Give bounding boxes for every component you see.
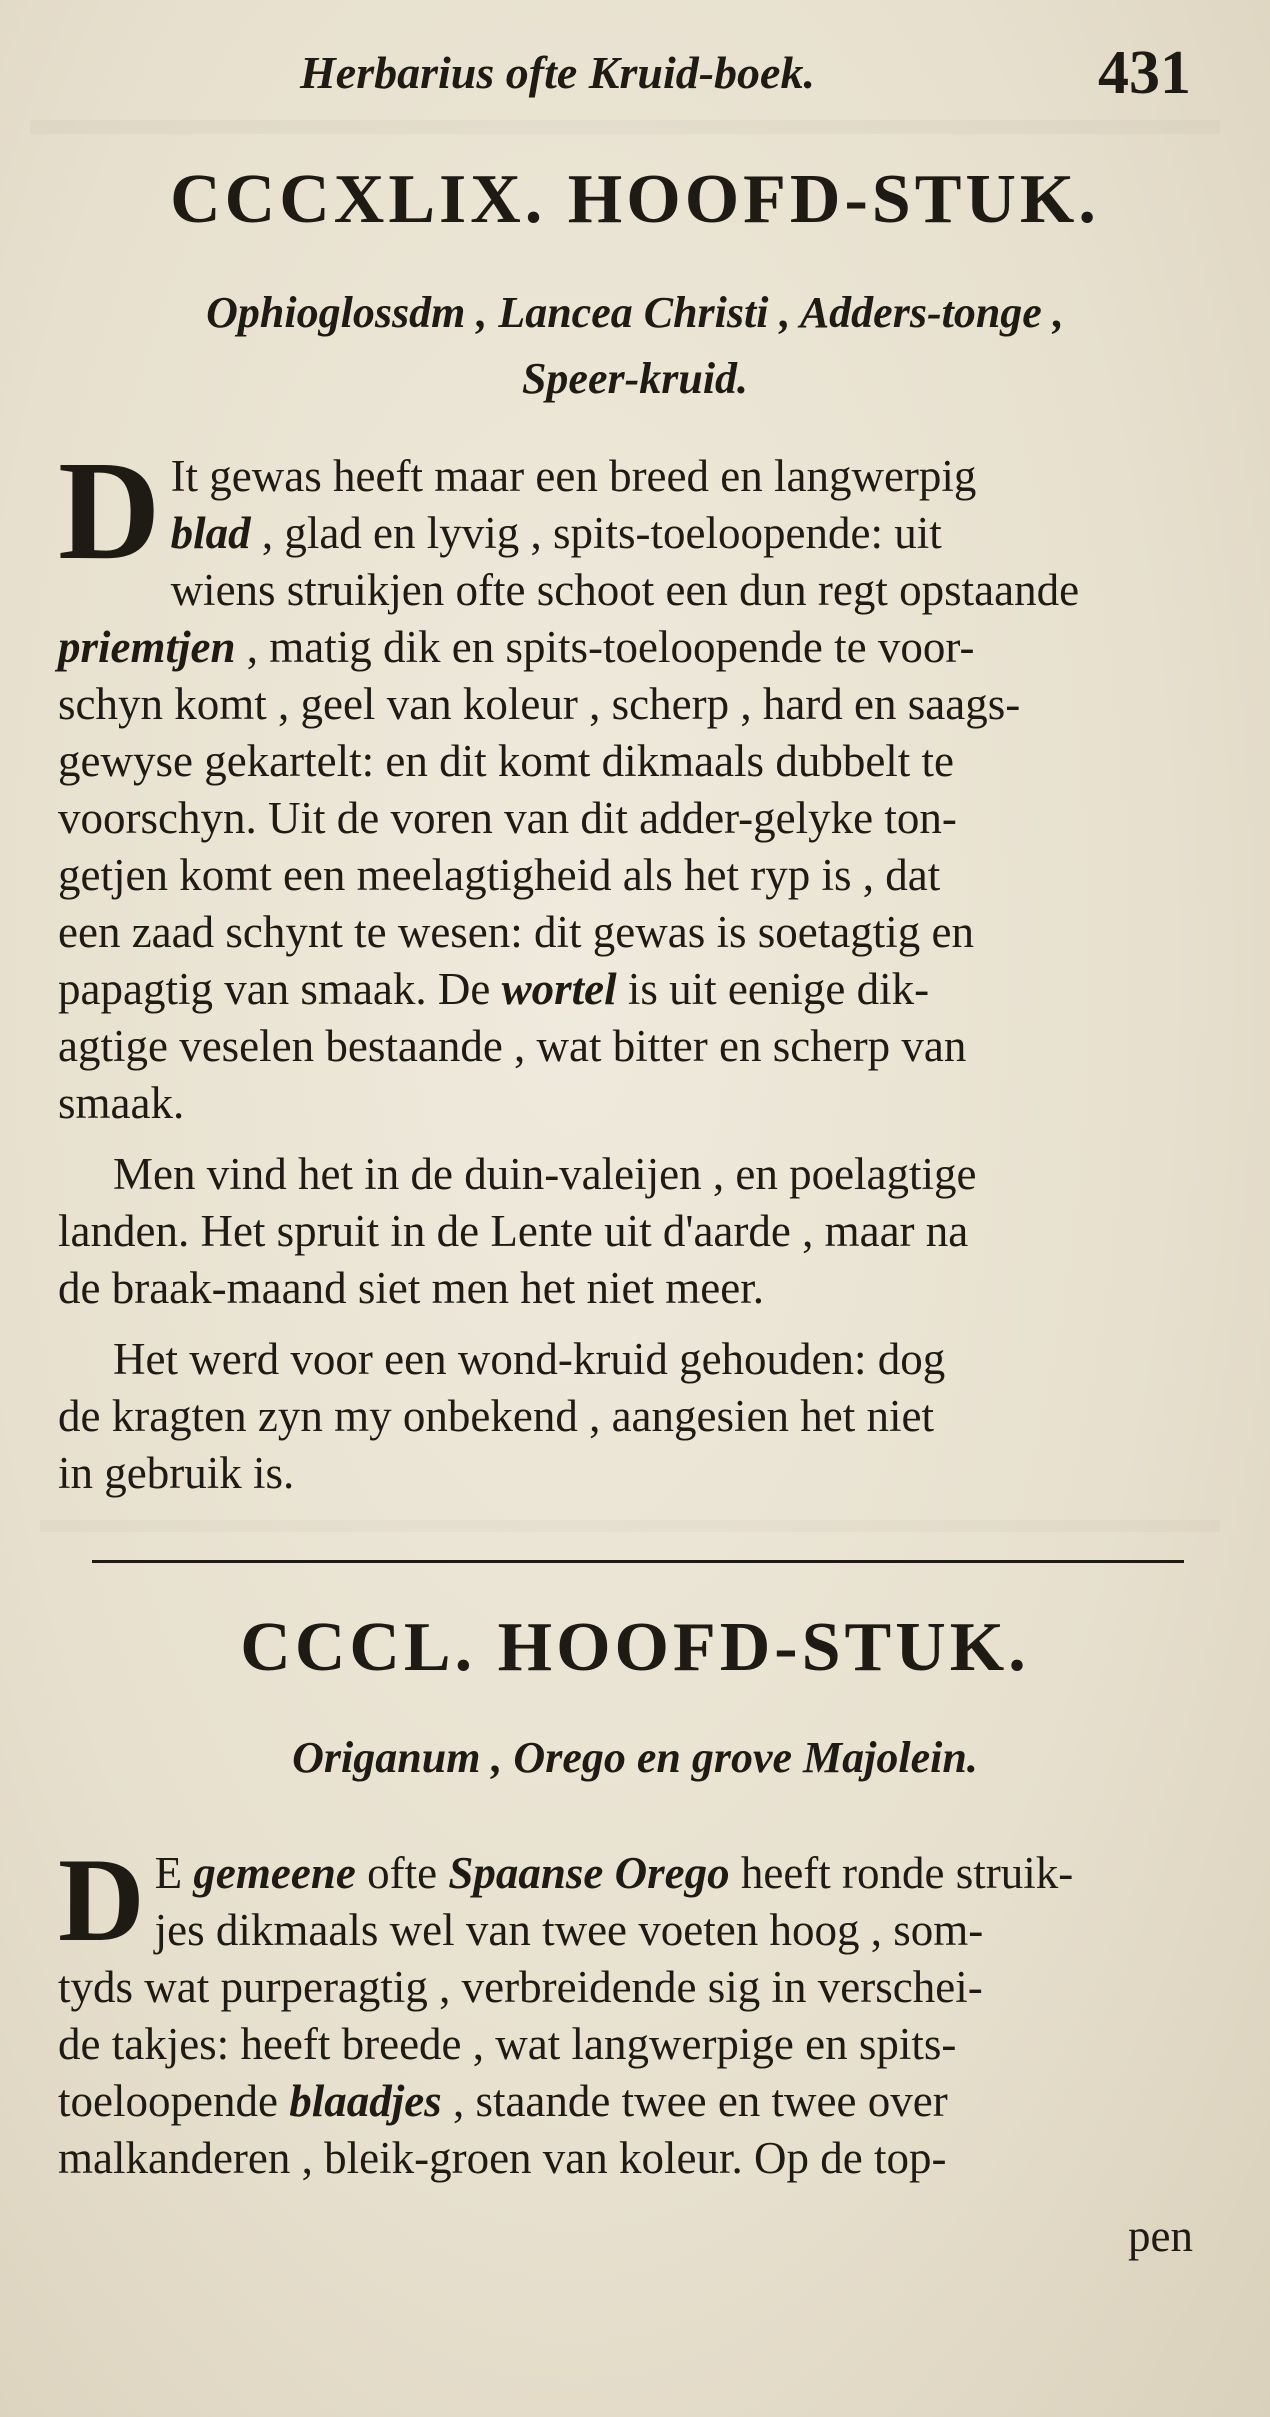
text-line: de takjes: heeft breede , wat langwerpige en spits- — [58, 2019, 957, 2069]
text-line: wiens struikjen ofte schoot een dun regt opstaande — [170, 565, 1080, 615]
paragraph-use — [58, 1331, 1218, 1502]
text-line: E gemeene ofte Spaanse Orego heeft ronde struik- — [154, 1848, 1074, 1898]
paragraph-description — [58, 431, 1218, 1132]
text-line: getjen komt een meelagtigheid als het ryp is , dat — [58, 850, 941, 900]
drop-cap: D — [58, 431, 161, 589]
text-line: jes dikmaals wel van twee voeten hoog , som- — [154, 1905, 984, 1955]
text-line: blad , glad en lyvig , spits-toeloopende: uit — [170, 508, 942, 558]
section-divider-rule — [92, 1560, 1184, 1563]
text-line: papagtig van smaak. De wortel is uit eenige dik- — [58, 964, 930, 1014]
text-line: voorschyn. Uit de voren van dit adder-gelyke ton- — [58, 793, 957, 843]
text-line: in gebruik is. — [58, 1448, 295, 1498]
text-line: gewyse gekartelt: en dit komt dikmaals dubbelt te — [58, 736, 955, 786]
page-header — [0, 38, 1270, 118]
text-line: agtige veselen bestaande , wat bitter en scherp van — [58, 1021, 967, 1071]
text-line: Het werd voor een wond-kruid gehouden: dog — [113, 1334, 946, 1384]
chapter-349-body — [58, 431, 1218, 1502]
chapter-349-plant-names — [60, 280, 1210, 412]
text-line: priemtjen , matig dik en spits-toeloopende te voor- — [58, 622, 975, 672]
plant-names-line-2: Speer-kruid. — [521, 354, 749, 403]
plant-names-line-1: Ophioglossdm , Lancea Christi , Adders-tonge , — [206, 288, 1064, 337]
chapter-heading-350: CCCL. HOOFD-STUK. — [240, 1609, 1030, 1686]
running-title: Herbarius ofte Kruid-boek. — [300, 47, 815, 98]
chapter-350-body — [58, 1833, 1218, 2187]
drop-cap: D — [58, 1833, 145, 1966]
catchword: pen — [1128, 2211, 1193, 2261]
text-line: tyds wat purperagtig , verbreidende sig in verschei- — [58, 1962, 983, 2012]
page-number: 431 — [1098, 39, 1191, 107]
text-line: Men vind het in de duin-valeijen , en poelagtige — [113, 1149, 977, 1199]
text-line: toeloopende blaadjes , staande twee en twee over — [58, 2076, 948, 2126]
text-line: de kragten zyn my onbekend , aangesien het niet — [58, 1391, 934, 1441]
text-line: de braak-maand siet men het niet meer. — [58, 1263, 764, 1313]
paragraph-habitat — [58, 1146, 1218, 1317]
paragraph-description — [58, 1833, 1218, 2187]
text-line: smaak. — [58, 1078, 185, 1128]
text-line: malkanderen , bleik-groen van koleur. Op de top- — [58, 2133, 947, 2183]
chapter-heading-349: CCCXLIX. HOOFD-STUK. — [170, 161, 1100, 238]
text-line: een zaad schynt te wesen: dit gewas is soetagtig en — [58, 907, 974, 957]
text-line: landen. Het spruit in de Lente uit d'aarde , maar na — [58, 1206, 969, 1256]
chapter-350-plant-names: Origanum , Orego en grove Majolein. — [292, 1733, 978, 1782]
text-line: It gewas heeft maar een breed en langwerpig — [170, 451, 977, 501]
text-line: schyn komt , geel van koleur , scherp , hard en saags- — [58, 679, 1021, 729]
